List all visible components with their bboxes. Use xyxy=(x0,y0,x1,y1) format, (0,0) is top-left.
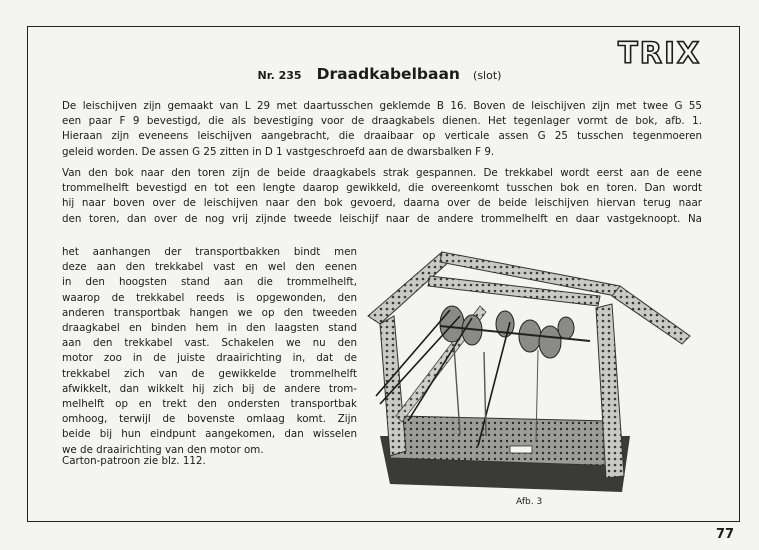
paragraph-line: waarop de trekkabel reeds is opgewonden, den xyxy=(62,291,357,304)
figure-caption: Afb. 3 xyxy=(516,497,543,507)
paragraph-line: beide bij hun eindpunt aangekomen, dan wisselen xyxy=(62,428,357,441)
paragraph-line: motor zoo in de juiste draairichting in, dat de xyxy=(62,352,357,365)
paragraph-2 xyxy=(62,166,702,227)
paragraph-line: we de draairichting van den motor om. xyxy=(62,443,264,456)
paragraph-line: het aanhangen der transportbakken bindt men xyxy=(62,246,357,258)
paragraph-line: afwikkelt, dan wikkelt hij zich bij de andere trom- xyxy=(62,382,357,395)
paragraph-line: De leischijven zijn gemaakt van L 29 met daartusschen geklemde B 16. Boven de leischijven zijn met twee G 55 xyxy=(62,100,702,112)
brand-logo: TRIX xyxy=(618,36,702,70)
paragraph-line: een paar F 9 bevestigd, die als bevestiging voor de draagkabels dienen. Het tegenlager vormt de bok, afb. 1. xyxy=(62,115,702,128)
paragraph-1 xyxy=(62,99,702,160)
paragraph-line: aan den trekkabel vast. Schakelen we nu den xyxy=(62,337,357,350)
paragraph-line: Van den bok naar den toren zijn de beide draagkabels strak gespannen. De trekkabel wordt eerst aan de eene xyxy=(62,167,702,179)
paragraph-line: deze aan den trekkabel vast en wel den eenen xyxy=(62,261,357,274)
page-title xyxy=(0,64,759,83)
paragraph-line: anderen transportbak hangen we op den tweeden xyxy=(62,306,357,319)
paragraph-line: omhoog, terwijl de bovenste omlaag komt. Zijn xyxy=(62,413,357,426)
paragraph-line: melhelft op en trekt den ondersten transportbak xyxy=(62,398,357,411)
model-title: Draadkabelbaan xyxy=(316,65,460,83)
model-number: Nr. 235 xyxy=(257,69,302,82)
paragraph-line: draagkabel en binden hem in den laagsten stand xyxy=(62,322,357,335)
paragraph-line: geleid worden. De assen G 25 zitten in D 1 vastgeschroefd aan de dwarsbalken F 9. xyxy=(62,145,495,158)
page-number: 77 xyxy=(716,527,735,542)
paragraph-line: Hieraan zijn eveneens leischijven aangebracht, die draaibaar op verticale assen G 25 tusschen tegenmoeren xyxy=(62,130,702,143)
paragraph-line: den toren, dan over de nog vrij zijnde tweede leischijf naar de andere trommelhelft en daar vastgeknoopt. Na xyxy=(62,212,702,225)
carton-pattern-note: Carton-patroon zie blz. 112. xyxy=(62,455,206,467)
title-suffix: (slot) xyxy=(473,69,502,82)
cable-tower-illustration xyxy=(360,246,705,492)
paragraph-line: trommelhelft bevestigd en tot een lengte daarop gewikkeld, die overeenkomt tusschen bok en toren. Dan wordt xyxy=(62,182,702,195)
paragraph-2-continued xyxy=(62,245,357,458)
paragraph-line: in den hoogsten stand aan die trommelhelft, xyxy=(62,276,357,289)
paragraph-line: trekkabel zich van de gewikkelde trommelhelft xyxy=(62,367,357,380)
paragraph-line: hij naar boven over de leischijven naar den bok gevoerd, daarna over de beide leischijven hiervan terug naar xyxy=(62,197,702,210)
